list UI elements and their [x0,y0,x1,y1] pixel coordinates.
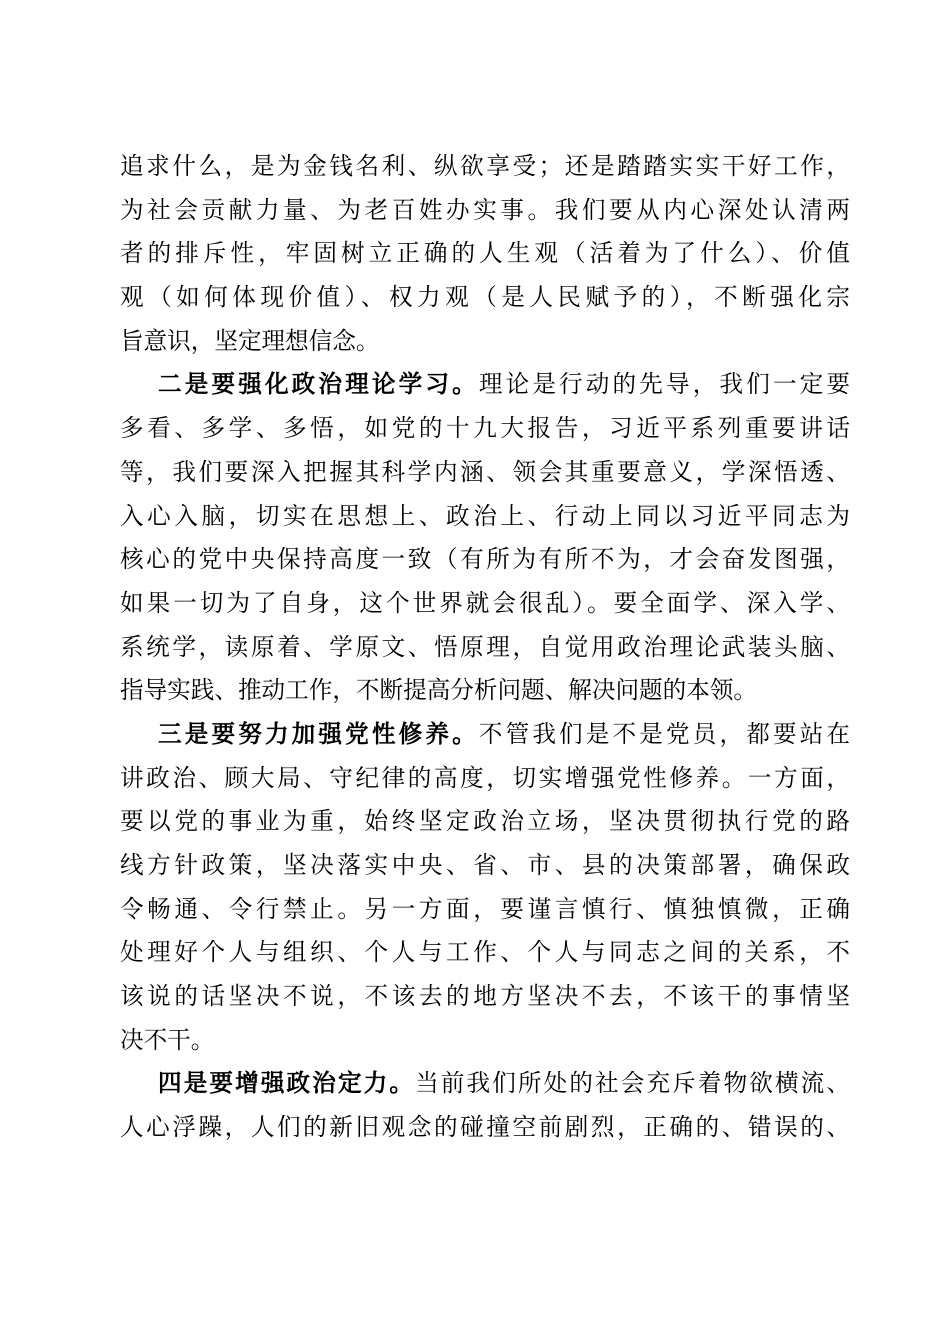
paragraph-4 [120,1062,850,1149]
paragraph-line: 为社会贡献力量、为老百姓办实事。我们要从内心深处认清两 [120,195,850,224]
paragraph-line: 系统学，读原着、学原文、悟原理，自觉用政治理论武装头脑、 [120,632,850,661]
document-body [120,145,850,1150]
paragraph-line: 决不干。 [120,1025,215,1054]
paragraph-line: 令畅通、令行禁止。另一方面，要谨言慎行、慎独慎微，正确 [120,894,850,923]
paragraph-line: 者的排斥性，牢固树立正确的人生观（活着为了什么）、价值 [120,239,850,268]
paragraph-first-line [120,713,850,757]
paragraph-line-text: 不管我们是不是党员，都要站在 [478,719,851,748]
paragraph-line: 要以党的事业为重，始终坚定政治立场，坚决贯彻执行党的路 [120,807,850,836]
paragraph-first-line [120,1062,850,1106]
paragraph-line: 该说的话坚决不说，不该去的地方坚决不去，不该干的事情坚 [120,982,850,1011]
paragraph-line: 入心入脑，切实在思想上、政治上、行动上同以习近平同志为 [120,501,850,530]
paragraph-line: 观（如何体现价值）、权力观（是人民赋予的），不断强化宗 [120,283,850,312]
paragraph-line: 如果一切为了自身，这个世界就会很乱）。要全面学、深入学、 [120,588,850,617]
paragraph-line: 人心浮躁，人们的新旧观念的碰撞空前剧烈，正确的、错误的、 [120,1113,850,1142]
paragraph-line-text: 理论是行动的先导，我们一定要 [478,370,851,399]
paragraph-line-text: 当前我们所处的社会充斥着物欲横流、 [415,1069,851,1098]
paragraph-lead-heading: 二是要强化政治理论学习。 [158,370,479,399]
paragraph-lead-heading: 四是要增强政治定力。 [158,1069,416,1098]
paragraph-2 [120,363,850,713]
paragraph-line: 核心的党中央保持高度一致（有所为有所不为，才会奋发图强， [120,545,850,574]
paragraph-line: 指导实践、推动工作，不断提高分析问题、解决问题的本领。 [120,676,758,705]
paragraph-3 [120,713,850,1063]
paragraph-line: 追求什么，是为金钱名利、纵欲享受；还是踏踏实实干好工作， [120,152,850,180]
paragraph-1 [120,145,850,363]
paragraph-line: 处理好个人与组织、个人与工作、个人与同志之间的关系，不 [120,938,850,967]
paragraph-line: 多看、多学、多悟，如党的十九大报告，习近平系列重要讲话 [120,414,850,443]
paragraph-line: 讲政治、顾大局、守纪律的高度，切实增强党性修养。一方面， [120,763,850,792]
paragraph-line: 等，我们要深入把握其科学内涵、领会其重要意义，学深悟透、 [120,457,850,486]
paragraph-lead-heading: 三是要努力加强党性修养。 [158,719,479,748]
paragraph-line: 旨意识，坚定理想信念。 [120,326,380,355]
paragraph-first-line [120,363,850,407]
paragraph-line: 线方针政策，坚决落实中央、省、市、县的决策部署，确保政 [120,851,850,879]
